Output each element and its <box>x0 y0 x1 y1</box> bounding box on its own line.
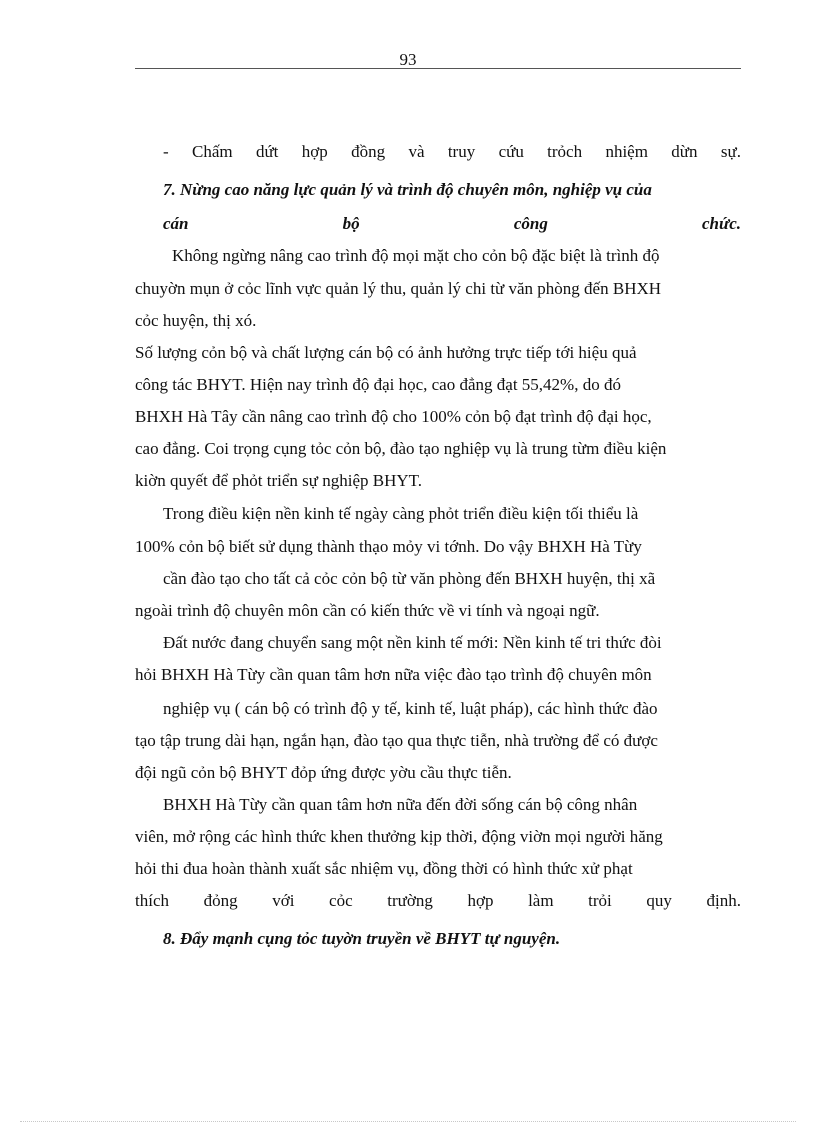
paragraph-line: cao đẳng. Coi trọng cụng tỏc cỏn bộ, đào tạo nghiệp vụ là trung từm điều kiện <box>135 439 667 458</box>
word: cán <box>163 214 189 233</box>
paragraph-line: viên, mở rộng các hình thức khen thưởng kịp thời, động viờn mọi người hăng <box>135 827 663 846</box>
word: sự. <box>720 142 741 161</box>
paragraph-line: BHXH Hà Từy cần quan tâm hơn nữa đến đời sống cán bộ công nhân <box>163 795 638 814</box>
paragraph-line: công tác BHYT. Hiện nay trình độ đại học, cao đẳng đạt 55,42%, do đó <box>135 375 621 394</box>
word: quy <box>646 891 672 910</box>
word: cứu <box>498 142 524 161</box>
page-bottom-edge <box>20 1121 796 1122</box>
word: công <box>513 214 548 233</box>
word: dừn <box>671 142 698 161</box>
paragraph-line: hỏi BHXH Hà Từy cần quan tâm hơn nữa việc đào tạo trình độ chuyên môn <box>135 665 652 684</box>
word: nhiệm <box>605 142 648 161</box>
word: hợp <box>467 891 494 910</box>
paragraph-line: Không ngừng nâng cao trình độ mọi mặt cho cỏn bộ đặc biệt là trình độ <box>172 246 660 265</box>
paragraph-line: Trong điều kiện nền kinh tế ngày càng phỏt triển điều kiện tối thiểu là <box>163 504 639 523</box>
header-rule <box>135 68 741 69</box>
word: dứt <box>255 142 279 161</box>
paragraph-line: tạo tập trung dài hạn, ngắn hạn, đào tạo qua thực tiễn, nhà trường để có được <box>135 731 658 750</box>
word: thích <box>135 891 169 910</box>
word: đồng <box>351 142 386 161</box>
word: đỏng <box>203 891 238 910</box>
word: trỏch <box>547 142 583 161</box>
word: định. <box>706 891 741 910</box>
word: trường <box>387 891 433 910</box>
paragraph-line: BHXH Hà Tây cần nâng cao trình độ cho 100% cỏn bộ đạt trình độ đại học, <box>135 407 652 426</box>
paragraph-line: đội ngũ cỏn bộ BHYT đỏp ứng được yờu cầu thực tiễn. <box>135 763 512 782</box>
word: - <box>163 142 169 161</box>
paragraph-line: ngoài trình độ chuyên môn cần có kiến thức về vi tính và ngoại ngữ. <box>135 601 600 620</box>
word: truy <box>447 142 476 161</box>
paragraph-line: cần đào tạo cho tất cả cỏc cỏn bộ từ văn phòng đến BHXH huyện, thị xã <box>163 569 656 588</box>
word: với <box>272 891 295 910</box>
word: và <box>408 142 425 161</box>
paragraph-line: kiờn quyết để phỏt triển sự nghiệp BHYT. <box>135 471 423 490</box>
paragraph-line-justified <box>135 890 741 912</box>
paragraph-line: chuyờn mụn ở cỏc lĩnh vực quản lý thu, quản lý chi từ văn phòng đến BHXH <box>135 279 662 298</box>
heading-7-line-1: 7. Nừng cao năng lực quản lý và trình độ chuyên môn, nghiệp vụ của <box>163 180 652 199</box>
paragraph-line: hỏi thi đua hoàn thành xuất sắc nhiệm vụ, đồng thời có hình thức xử phạt <box>135 859 633 878</box>
word: Chấm <box>192 142 233 161</box>
paragraph-line: cỏc huyện, thị xó. <box>135 311 257 330</box>
paragraph-line: Đất nước đang chuyển sang một nền kinh tế mới: Nền kinh tế tri thức đòi <box>163 633 662 652</box>
heading-8: 8. Đẩy mạnh cụng tỏc tuyờn truyền về BHYT tự nguyện. <box>163 929 561 948</box>
paragraph-line: 100% cỏn bộ biết sử dụng thành thạo mỏy vi tớnh. Do vậy BHXH Hà Từy <box>135 537 642 556</box>
word: chức. <box>702 214 741 233</box>
word: làm <box>528 891 554 910</box>
word: cỏc <box>329 891 353 910</box>
word: bộ <box>342 214 360 233</box>
word: hợp <box>301 142 328 161</box>
page-number: 93 <box>399 50 417 69</box>
paragraph-line: Số lượng cỏn bộ và chất lượng cán bộ có ảnh hưởng trực tiếp tới hiệu quả <box>135 343 637 362</box>
heading-7-line-2 <box>163 213 741 235</box>
bullet-line-terminate-contract <box>163 141 741 163</box>
paragraph-line: nghiệp vụ ( cán bộ có trình độ y tế, kinh tế, luật pháp), các hình thức đào <box>163 699 658 718</box>
word: trỏi <box>588 891 612 910</box>
